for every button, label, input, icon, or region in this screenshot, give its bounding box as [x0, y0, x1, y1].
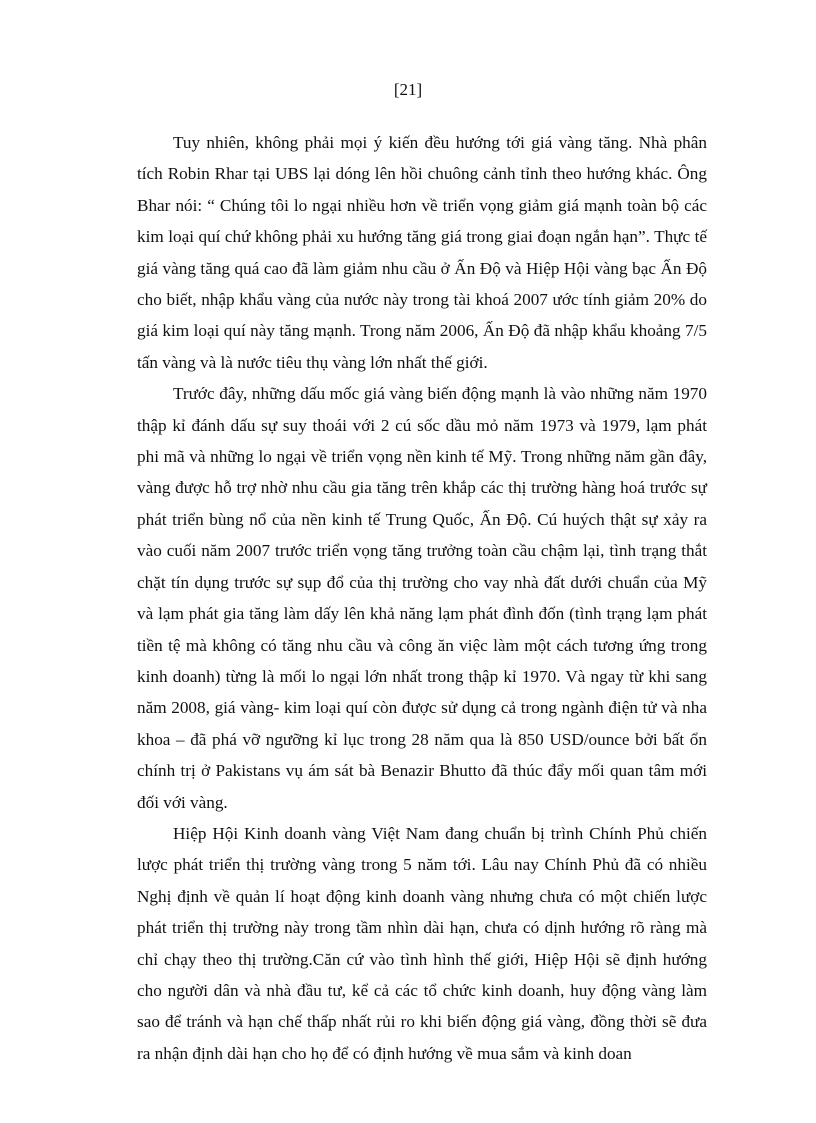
paragraph-gold-price-outlook: Tuy nhiên, không phải mọi ý kiến đều hướng tới giá vàng tăng. Nhà phân tích Robin Rhar tại UBS lại dóng lên hồi chuông cảnh tỉnh theo hướng khác. Ông Bhar nói: “ Chúng tôi lo ngại nhiều hơn về triển vọng giảm giá mạnh toàn bộ các kim loại quí chứ không phải xu hướng tăng giá trong giai đoạn ngắn hạn”. Thực tế giá vàng tăng quá cao đã làm giảm nhu cầu ở Ấn Độ và Hiệp Hội vàng bạc Ấn Độ cho biết, nhập khẩu vàng của nước này trong tài khoá 2007 ước tính giảm 20% do giá kim loại quí này tăng mạnh. Trong năm 2006, Ấn Độ đã nhập khẩu khoảng 7/5 tấn vàng và là nước tiêu thụ vàng lớn nhất thế giới.	[137, 133, 707, 372]
paragraph-gold-price-history: Trước đây, những dấu mốc giá vàng biến động mạnh là vào những năm 1970 thập kỉ đánh dấu sự suy thoái với 2 cú sốc dầu mỏ năm 1973 và 1979, lạm phát phi mã và những lo ngại về triển vọng nền kinh tế Mỹ. Trong những năm gần đây, vàng được hỗ trợ nhờ nhu cầu gia tăng trên khắp các thị trường hàng hoá trước sự phát triển bùng nổ của nền kinh tế Trung Quốc, Ấn Độ. Cú huých thật sự xảy ra vào cuối năm 2007 trước triển vọng tăng trưởng toàn cầu chậm lại, tình trạng thắt chặt tín dụng trước sự sụp đổ của thị trường cho vay nhà đất dưới chuẩn của Mỹ và lạm phát gia tăng làm dấy lên khả năng lạm phát đình đốn (tình trạng lạm phát tiền tệ mà không có tăng nhu cầu và công ăn việc làm một cách tương ứng trong kinh doanh) từng là mối lo ngại lớn nhất trong thập kỉ 1970. Và ngay từ khi sang năm 2008, giá vàng- kim loại quí còn được sử dụng cả trong ngành điện tử và nha khoa – đã phá vỡ ngưỡng kỉ lục trong 28 năm qua là 850 USD/ounce bởi bất ổn chính trị ở Pakistans vụ ám sát bà Benazir Bhutto đã thúc đẩy mối quan tâm mới đối với vàng.	[137, 384, 707, 812]
page-number: [21]	[393, 80, 423, 99]
body-text	[137, 127, 707, 1069]
paragraph-vietnam-gold-association: Hiệp Hội Kinh doanh vàng Việt Nam đang chuẩn bị trình Chính Phủ chiến lược phát triển thị trường vàng trong 5 năm tới. Lâu nay Chính Phủ đã có nhiều Nghị định về quản lí hoạt động kinh doanh vàng nhưng chưa có một chiến lược phát triển thị trường này trong tầm nhìn dài hạn, chưa có dịnh hướng rõ ràng mà chỉ chạy theo thị trường.Căn cứ vào tình hình thế giới, Hiệp Hội sẽ định hướng cho người dân và nhà đầu tư, kể cả các tổ chức kinh doanh, huy động vàng làm sao để tránh và hạn chế thấp nhất rủi ro khi biến động giá vàng, đồng thời sẽ đưa ra nhận định dài hạn cho họ để có định hướng về mua sắm và kinh doan	[137, 823, 707, 1063]
